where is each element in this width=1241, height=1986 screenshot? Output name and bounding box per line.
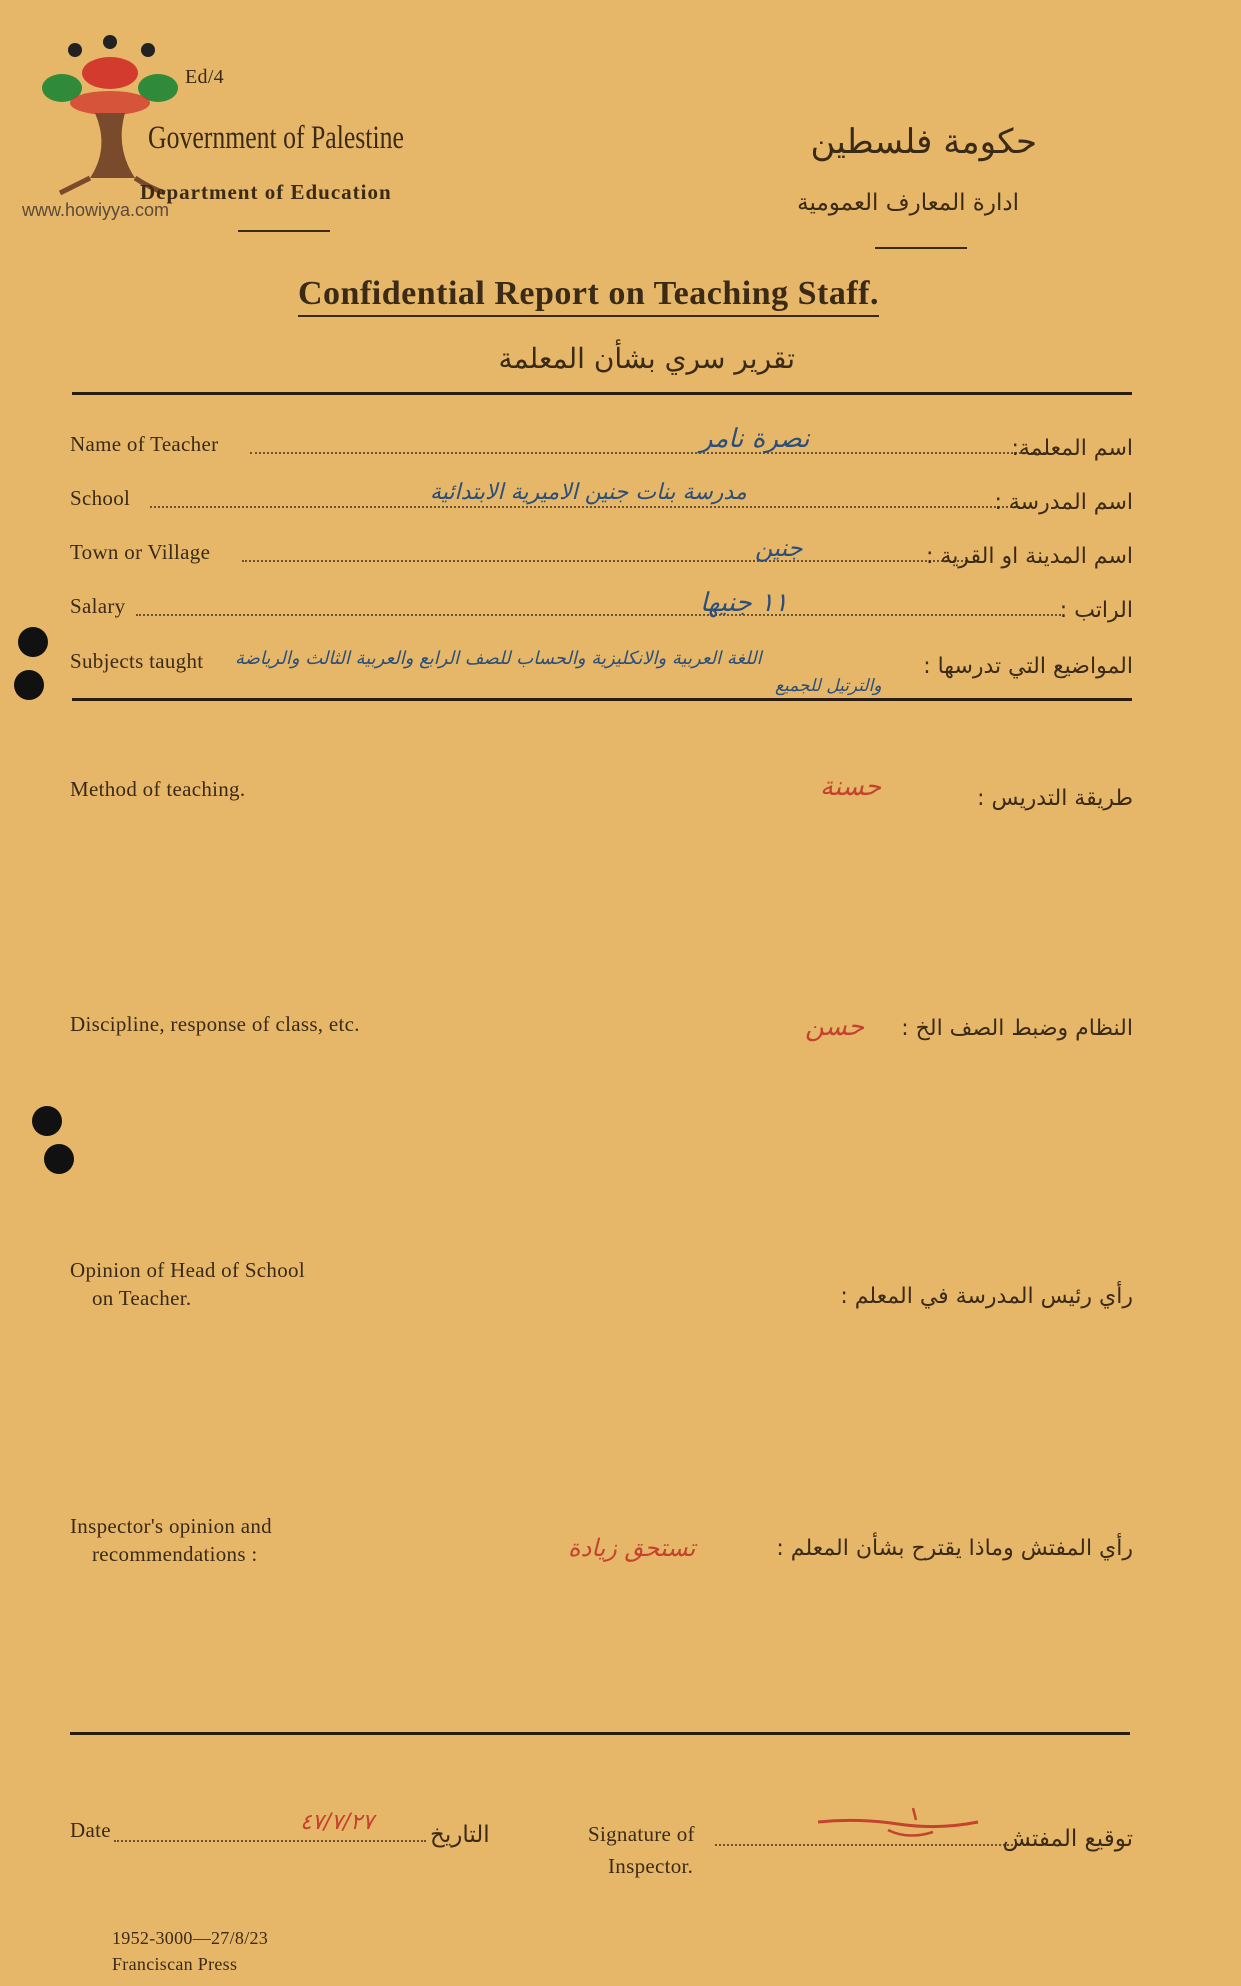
field-value-subjects: اللغة العربية والانكليزية والحساب للصف الرابع والعربية الثالث والرياضة bbox=[235, 648, 762, 669]
field-label-en-subjects: Subjects taught bbox=[70, 649, 204, 673]
binder-hole bbox=[18, 627, 48, 657]
section-label-en-head-opinion-2: on Teacher. bbox=[92, 1286, 192, 1310]
inspector-signature bbox=[818, 1800, 1018, 1850]
field-value-salary: ١١ جنيها bbox=[700, 588, 788, 618]
field-label-en-school: School bbox=[70, 486, 131, 510]
binder-hole bbox=[14, 670, 44, 700]
dept-title-ar: ادارة المعارف العمومية bbox=[797, 190, 1019, 216]
watermark-url[interactable]: www.howiyya.com bbox=[22, 200, 170, 220]
section-label-en-inspector-2: recommendations : bbox=[92, 1542, 258, 1566]
field-label-en-name: Name of Teacher bbox=[70, 432, 219, 456]
section-label-en-discipline: Discipline, response of class, etc. bbox=[70, 1012, 360, 1036]
field-value-school: مدرسة بنات جنين الاميرية الابتدائية bbox=[430, 480, 747, 505]
bottom-rule bbox=[70, 1732, 1130, 1735]
print-info-2: Franciscan Press bbox=[112, 1954, 238, 1974]
binder-hole bbox=[32, 1106, 62, 1136]
date-label-en: Date bbox=[70, 1818, 111, 1842]
header-dash-left bbox=[238, 230, 330, 232]
field-label-en-salary: Salary bbox=[70, 594, 126, 618]
field-value-town: جنين bbox=[755, 534, 803, 562]
field-label-ar-salary: الراتب : bbox=[1059, 598, 1133, 623]
field-value-name: نصرة نامر bbox=[700, 424, 810, 454]
fields-rule bbox=[72, 698, 1132, 701]
section-label-en-head-opinion-1: Opinion of Head of School bbox=[70, 1258, 305, 1282]
section-label-ar-inspector: رأي المفتش وماذا يقترح بشأن المعلم : bbox=[776, 1536, 1133, 1561]
field-label-en-town: Town or Village bbox=[70, 540, 211, 564]
field-label-ar-town: اسم المدينة او القرية : bbox=[926, 544, 1133, 569]
date-dots bbox=[114, 1840, 426, 1842]
date-label-ar: التاريخ bbox=[430, 1822, 490, 1848]
section-label-en-method: Method of teaching. bbox=[70, 777, 246, 801]
section-label-ar-discipline: النظام وضبط الصف الخ : bbox=[901, 1016, 1133, 1041]
form-number: Ed/4 bbox=[185, 66, 224, 88]
gov-title-en: Government of Palestine bbox=[148, 120, 404, 156]
print-info-1: 1952-3000—27/8/23 bbox=[112, 1928, 269, 1948]
signature-label-en-2: Inspector. bbox=[608, 1854, 694, 1878]
field-dots-school bbox=[150, 506, 1020, 508]
section-label-en-inspector-1: Inspector's opinion and bbox=[70, 1514, 272, 1538]
field-dots-salary bbox=[136, 614, 1061, 616]
field-label-ar-subjects: المواضيع التي تدرسها : bbox=[923, 654, 1133, 679]
section-label-ar-head-opinion: رأي رئيس المدرسة في المعلم : bbox=[840, 1284, 1133, 1309]
field-dots-name bbox=[250, 452, 1045, 454]
watermark-logo bbox=[40, 28, 180, 198]
top-rule bbox=[72, 392, 1132, 395]
signature-label-ar: توقيع المفتش bbox=[1002, 1826, 1133, 1852]
field-dots-town bbox=[242, 560, 967, 562]
section-value-method: حسنة bbox=[820, 772, 882, 802]
dept-title-en: Department of Education bbox=[140, 180, 392, 204]
report-title-en: Confidential Report on Teaching Staff. bbox=[298, 275, 879, 317]
signature-label-en-1: Signature of bbox=[588, 1822, 695, 1846]
gov-title-ar: حكومة فلسطين bbox=[810, 122, 1037, 162]
binder-hole bbox=[44, 1144, 74, 1174]
report-title-ar: تقرير سري بشأن المعلمة bbox=[498, 342, 795, 375]
section-value-inspector: تستحق زيادة bbox=[568, 1534, 696, 1562]
section-value-discipline: حسن bbox=[805, 1012, 865, 1042]
date-value: ٤٧/٧/٢٧ bbox=[300, 1810, 374, 1835]
field-value-subjects-line2: والترتيل للجميع bbox=[775, 676, 882, 696]
section-label-ar-method: طريقة التدريس : bbox=[977, 786, 1133, 811]
field-label-ar-school: اسم المدرسة : bbox=[994, 490, 1133, 515]
field-label-ar-name: اسم المعلمة: bbox=[1011, 436, 1133, 461]
header-dash-right bbox=[875, 247, 967, 249]
